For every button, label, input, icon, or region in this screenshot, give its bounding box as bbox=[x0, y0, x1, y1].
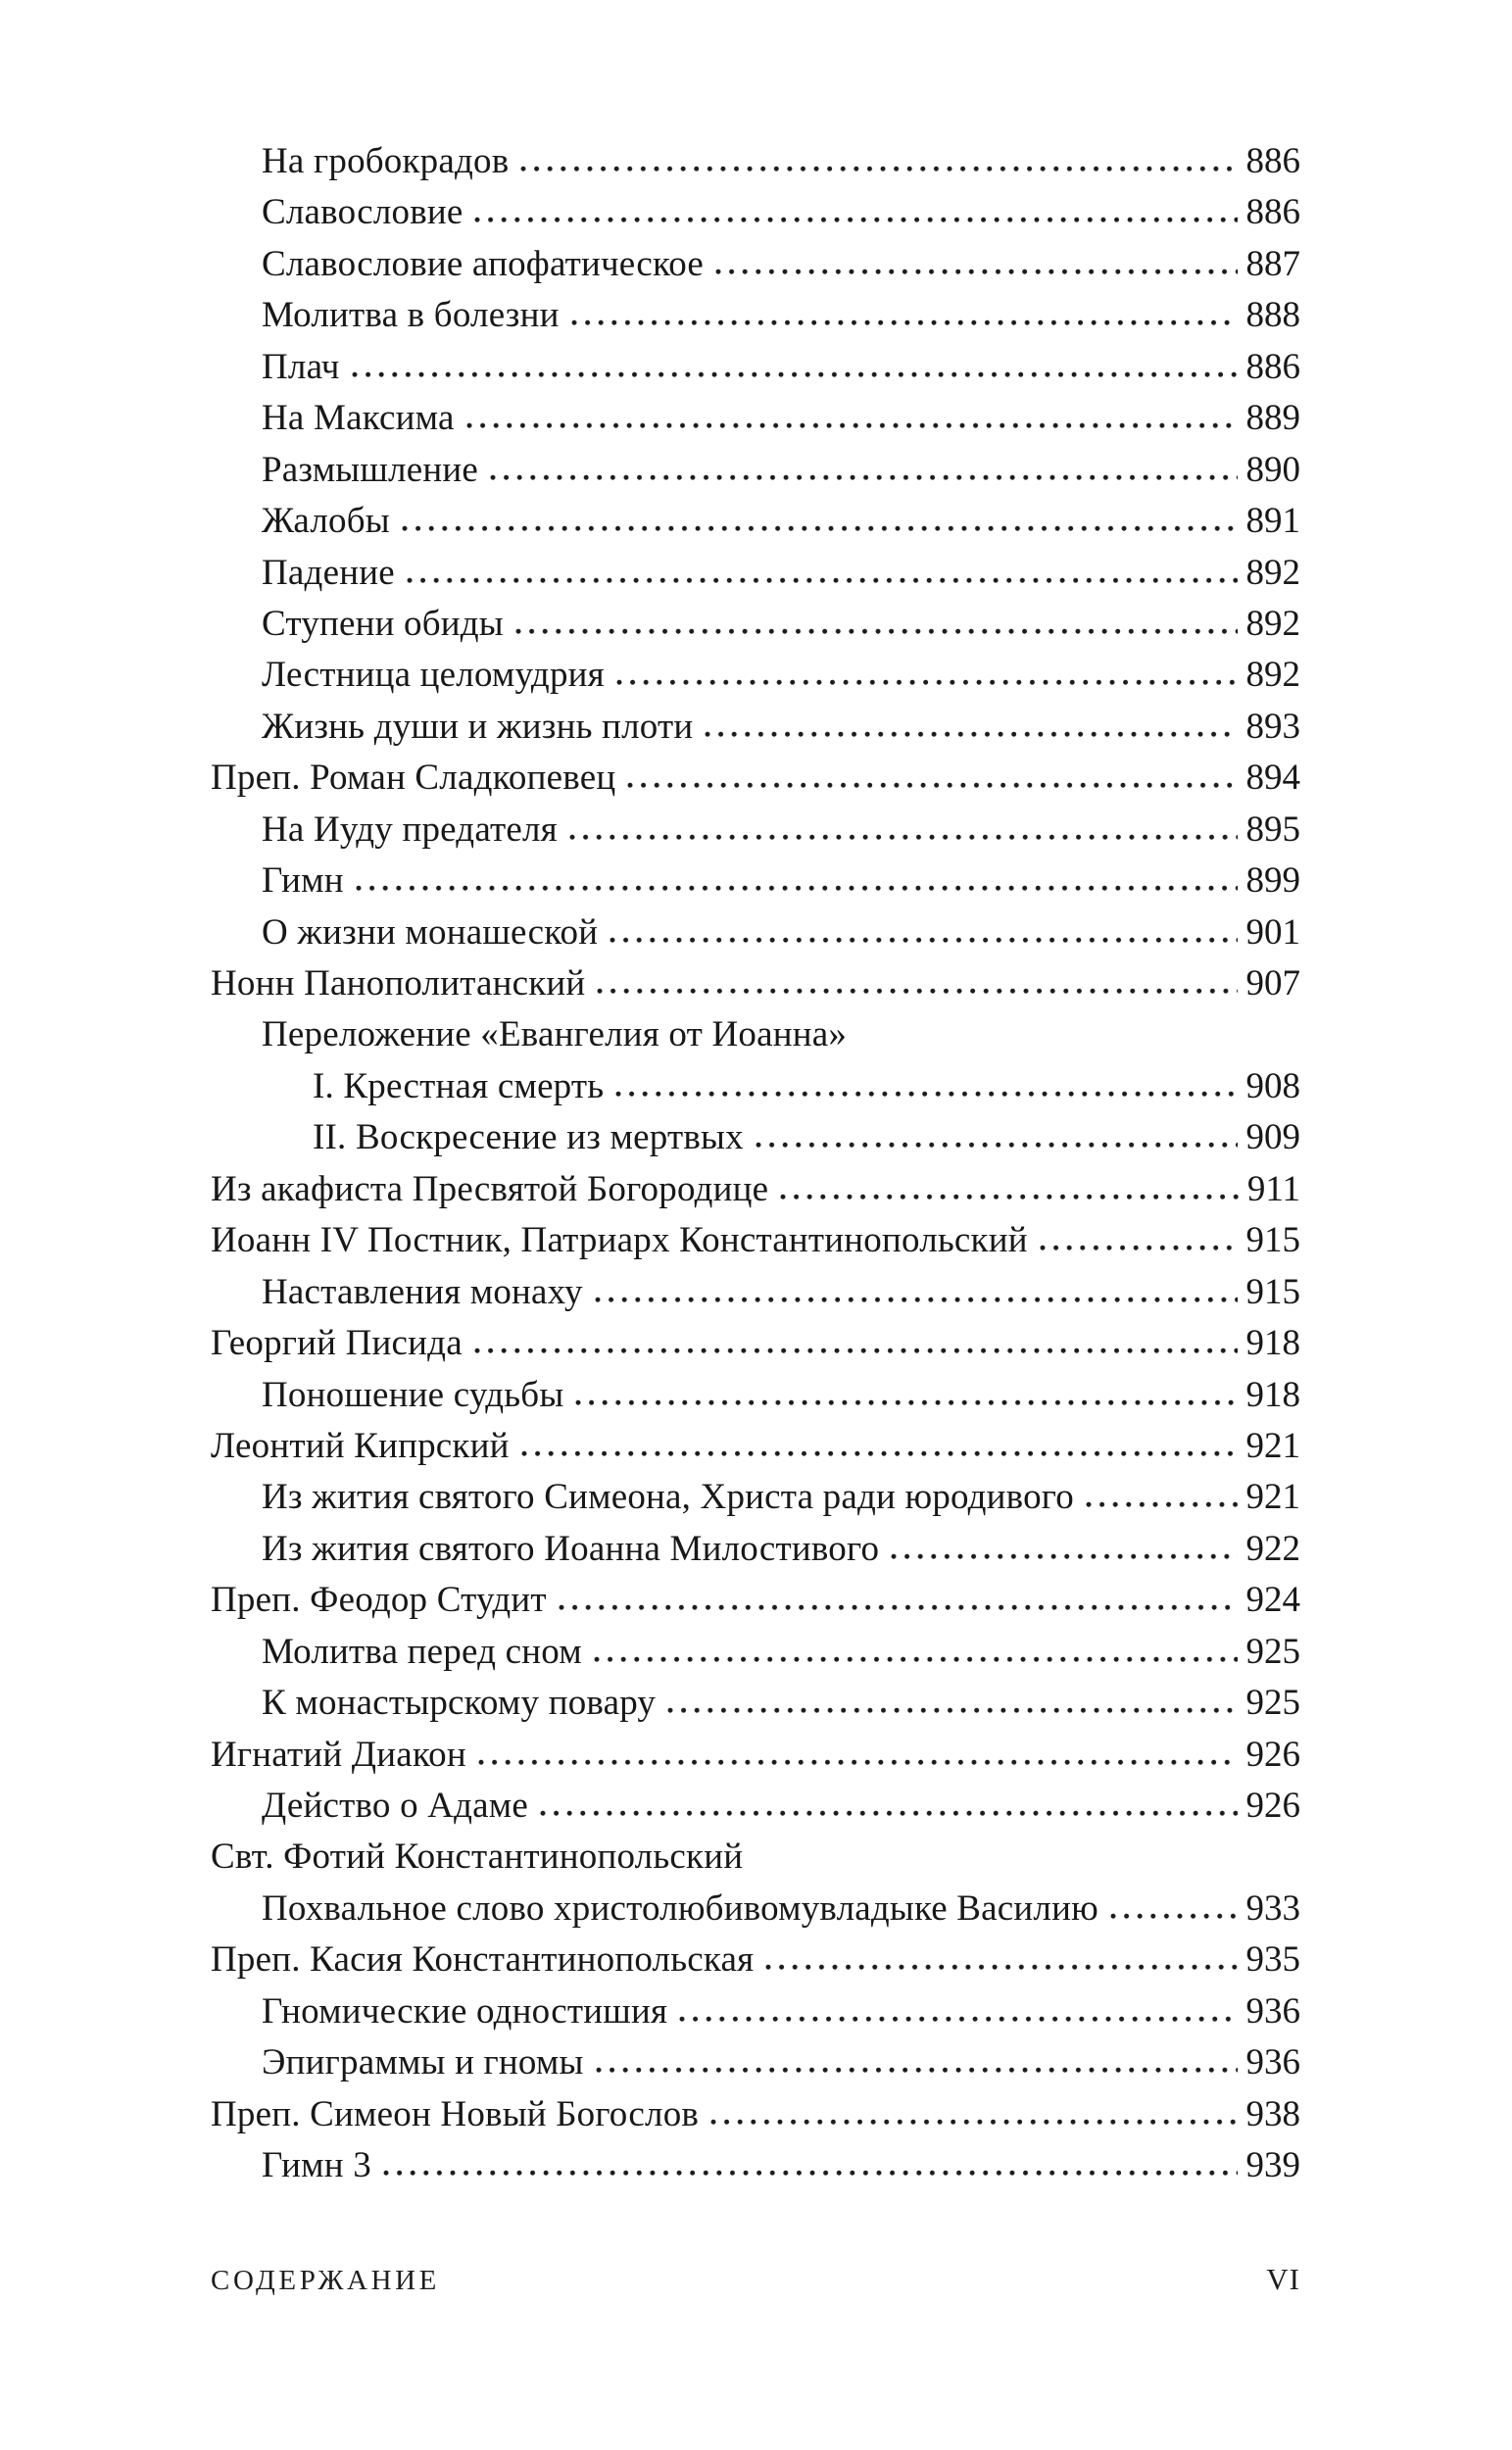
toc-entry-page-number: 935 bbox=[1245, 1939, 1300, 1981]
toc-entry-page-number: 911 bbox=[1246, 1168, 1300, 1209]
toc-entry bbox=[211, 1267, 1300, 1318]
toc-entry bbox=[211, 1164, 1300, 1215]
toc-entry-label: Лестница целомудрия bbox=[262, 655, 605, 696]
toc-entry bbox=[211, 1678, 1300, 1729]
toc-entry-page-number: 892 bbox=[1245, 603, 1300, 644]
dot-leader bbox=[594, 1656, 1238, 1663]
dot-leader bbox=[352, 371, 1238, 378]
dot-leader bbox=[780, 1194, 1239, 1200]
toc-entry bbox=[211, 856, 1300, 906]
dot-leader bbox=[356, 885, 1238, 892]
toc-entry bbox=[211, 907, 1300, 958]
toc-entry-label: О жизни монашеской bbox=[262, 911, 599, 953]
toc-entry-label: Ступени обиды bbox=[262, 603, 504, 644]
dot-leader bbox=[521, 1450, 1238, 1457]
toc-entry-label: Из акафиста Пресвятой Богородице bbox=[211, 1168, 769, 1209]
toc-entry-page-number: 936 bbox=[1245, 2042, 1300, 2083]
toc-entry bbox=[211, 1832, 1300, 1883]
dot-leader bbox=[1110, 1913, 1238, 1920]
dot-leader bbox=[540, 1810, 1237, 1817]
dot-leader bbox=[596, 2067, 1238, 2074]
toc-entry-label: Леонтий Кипрский bbox=[211, 1425, 510, 1466]
toc-entry-label: Иоанн IV Постник, Патриарх Константинопольский bbox=[211, 1220, 1028, 1261]
dot-leader bbox=[667, 1707, 1237, 1714]
toc-entry bbox=[211, 136, 1300, 187]
toc-entry-label: Игнатий Диакон bbox=[211, 1734, 466, 1775]
toc-entry-page-number: 933 bbox=[1245, 1887, 1300, 1929]
toc-entry-page-number: 888 bbox=[1245, 295, 1300, 336]
toc-entry-page-number: 893 bbox=[1245, 706, 1300, 747]
dot-leader bbox=[466, 422, 1238, 429]
toc-entry-label: Гимн 3 bbox=[262, 2145, 371, 2186]
dot-leader bbox=[474, 1348, 1238, 1354]
toc-entry-page-number: 926 bbox=[1245, 1786, 1300, 1826]
toc-entry-label: На Иуду предателя bbox=[262, 808, 558, 850]
toc-entry-page-number: 886 bbox=[1245, 346, 1300, 387]
toc-entry-label: Из жития святого Иоанна Милостивого bbox=[262, 1528, 880, 1569]
dot-leader bbox=[402, 525, 1238, 532]
toc-entry bbox=[211, 342, 1300, 393]
toc-entry-page-number: 938 bbox=[1245, 2093, 1300, 2134]
footer-section-title: СОДЕРЖАНИЕ bbox=[211, 2265, 440, 2296]
toc-entry-page-number: 908 bbox=[1245, 1065, 1300, 1106]
toc-entry bbox=[211, 1215, 1300, 1266]
dot-leader bbox=[891, 1553, 1237, 1560]
toc-entry-label: Нонн Панополитанский bbox=[211, 963, 586, 1004]
toc-entry-page-number: 891 bbox=[1245, 501, 1300, 542]
dot-leader bbox=[705, 731, 1237, 738]
toc-entry-page-number: 922 bbox=[1245, 1528, 1300, 1569]
toc-entry-label: Наставления монаху bbox=[262, 1271, 583, 1312]
toc-entry-page-number: 892 bbox=[1245, 655, 1300, 696]
toc-entry bbox=[211, 548, 1300, 599]
toc-entry-page-number: 890 bbox=[1245, 449, 1300, 490]
toc-entry bbox=[211, 393, 1300, 444]
toc-entry-page-number: 921 bbox=[1245, 1477, 1300, 1518]
toc-entry-label: Падение bbox=[262, 552, 395, 593]
toc-entry-page-number: 909 bbox=[1245, 1117, 1300, 1158]
toc-entry-page-number: 939 bbox=[1245, 2145, 1300, 2186]
toc-entry-label: Поношение судьбы bbox=[262, 1374, 564, 1415]
toc-entry-label: II. Воскресение из мертвых bbox=[313, 1117, 744, 1158]
toc-entry bbox=[211, 445, 1300, 496]
toc-entry-page-number: 924 bbox=[1245, 1580, 1300, 1621]
dot-leader bbox=[478, 1759, 1238, 1766]
toc-entry bbox=[211, 1112, 1300, 1163]
dot-leader bbox=[610, 937, 1237, 944]
toc-entry-page-number: 894 bbox=[1245, 758, 1300, 799]
toc-entry bbox=[211, 1318, 1300, 1369]
dot-leader bbox=[756, 1142, 1238, 1149]
toc-entry-page-number: 918 bbox=[1245, 1323, 1300, 1364]
toc-entry-page-number: 886 bbox=[1245, 141, 1300, 181]
toc-entry bbox=[211, 2089, 1300, 2140]
toc-entry-page-number: 918 bbox=[1245, 1374, 1300, 1415]
toc-entry-label: К монастырскому повару bbox=[262, 1683, 657, 1724]
toc-entry bbox=[211, 805, 1300, 856]
toc-entry bbox=[211, 650, 1300, 701]
toc-entry-label: Действо о Адаме bbox=[262, 1786, 529, 1826]
toc-entry-label: Георгий Писида bbox=[211, 1323, 463, 1364]
toc-entry-label: Похвальное слово христолюбивомувладыке Василию bbox=[262, 1887, 1098, 1929]
toc-list bbox=[211, 136, 1300, 2192]
toc-entry-label: Жалобы bbox=[262, 501, 390, 542]
toc-entry bbox=[211, 702, 1300, 753]
toc-entry-label: Славословие bbox=[262, 192, 463, 233]
dot-leader bbox=[559, 1604, 1238, 1611]
toc-entry bbox=[211, 1884, 1300, 1935]
toc-entry-page-number: 892 bbox=[1245, 552, 1300, 593]
toc-entry-page-number: 907 bbox=[1245, 963, 1300, 1004]
dot-leader bbox=[474, 217, 1237, 223]
toc-entry bbox=[211, 496, 1300, 547]
toc-entry-label: Преп. Касия Константинопольская bbox=[211, 1939, 755, 1981]
dot-leader bbox=[616, 679, 1238, 686]
toc-entry-label: Переложение «Евангелия от Иоанна» bbox=[262, 1014, 848, 1055]
toc-entry bbox=[211, 599, 1300, 650]
toc-entry-label: Размышление bbox=[262, 449, 478, 490]
dot-leader bbox=[1086, 1501, 1238, 1508]
toc-entry-page-number: 915 bbox=[1245, 1271, 1300, 1312]
toc-entry-label: Гимн bbox=[262, 860, 344, 902]
toc-entry-label: Из жития святого Симеона, Христа ради юродивого bbox=[262, 1477, 1074, 1518]
toc-entry bbox=[211, 239, 1300, 290]
toc-entry-page-number: 895 bbox=[1245, 808, 1300, 850]
dot-leader bbox=[571, 319, 1238, 326]
toc-entry bbox=[211, 958, 1300, 1009]
toc-entry bbox=[211, 1730, 1300, 1781]
toc-entry-label: Преп. Роман Сладкопевец bbox=[211, 758, 616, 799]
dot-leader bbox=[575, 1399, 1237, 1406]
toc-entry bbox=[211, 1986, 1300, 2037]
toc-entry bbox=[211, 1627, 1300, 1678]
toc-entry-page-number: 921 bbox=[1245, 1425, 1300, 1466]
toc-entry-label: Гномические одностишия bbox=[262, 1990, 668, 2032]
toc-entry bbox=[211, 1575, 1300, 1626]
toc-entry-page-number: 901 bbox=[1245, 911, 1300, 953]
toc-entry bbox=[211, 1061, 1300, 1112]
toc-entry-page-number: 925 bbox=[1245, 1631, 1300, 1672]
dot-leader bbox=[383, 2170, 1238, 2177]
toc-entry-label: Свт. Фотий Константинопольский bbox=[211, 1837, 744, 1878]
toc-entry bbox=[211, 1524, 1300, 1575]
toc-entry-page-number: 889 bbox=[1245, 398, 1300, 439]
toc-entry-label: Преп. Симеон Новый Богослов bbox=[211, 2093, 700, 2134]
dot-leader bbox=[595, 1297, 1238, 1303]
toc-entry-label: Молитва в болезни bbox=[262, 295, 560, 336]
dot-leader bbox=[597, 988, 1237, 995]
toc-entry-label: Эпиграммы и гномы bbox=[262, 2042, 584, 2083]
toc-entry bbox=[211, 2037, 1300, 2088]
toc-entry-label: На гробокрадов bbox=[262, 141, 510, 181]
toc-entry bbox=[211, 2140, 1300, 2191]
dot-leader bbox=[520, 166, 1237, 172]
dot-leader bbox=[627, 782, 1237, 789]
toc-entry-page-number: 886 bbox=[1245, 192, 1300, 233]
toc-entry-page-number: 915 bbox=[1245, 1220, 1300, 1261]
toc-entry-label: Плач bbox=[262, 346, 340, 387]
footer-folio-number: VI bbox=[1266, 2262, 1300, 2296]
toc-entry-label: I. Крестная смерть bbox=[313, 1065, 605, 1106]
toc-entry bbox=[211, 187, 1300, 238]
toc-entry bbox=[211, 1421, 1300, 1472]
toc-entry-page-number: 899 bbox=[1245, 860, 1300, 902]
toc-entry-label: На Максима bbox=[262, 398, 455, 439]
page-footer bbox=[211, 2262, 1300, 2297]
toc-entry-label: Преп. Феодор Студит bbox=[211, 1580, 547, 1621]
toc-entry-label: Молитва перед сном bbox=[262, 1631, 582, 1672]
dot-leader bbox=[407, 577, 1238, 584]
dot-leader bbox=[679, 2016, 1237, 2023]
toc-entry-label: Славословие апофатическое bbox=[262, 243, 705, 284]
toc-entry-page-number: 887 bbox=[1245, 243, 1300, 284]
toc-entry-page-number: 925 bbox=[1245, 1683, 1300, 1724]
toc-entry-page-number: 936 bbox=[1245, 1990, 1300, 2032]
dot-leader bbox=[765, 1964, 1237, 1971]
dot-leader bbox=[1040, 1245, 1238, 1251]
toc-entry bbox=[211, 290, 1300, 341]
toc-entry bbox=[211, 1472, 1300, 1523]
toc-entry bbox=[211, 1009, 1300, 1060]
dot-leader bbox=[490, 474, 1238, 481]
dot-leader bbox=[710, 2119, 1237, 2126]
toc-entry bbox=[211, 1781, 1300, 1832]
toc-entry bbox=[211, 1370, 1300, 1421]
dot-leader bbox=[569, 834, 1238, 841]
toc-entry bbox=[211, 753, 1300, 804]
toc-entry-label: Жизнь души и жизнь плоти bbox=[262, 706, 694, 747]
dot-leader bbox=[615, 1091, 1237, 1098]
toc-entry-page-number: 926 bbox=[1245, 1734, 1300, 1775]
dot-leader bbox=[515, 628, 1238, 635]
toc-entry bbox=[211, 1935, 1300, 1985]
dot-leader bbox=[715, 269, 1237, 275]
